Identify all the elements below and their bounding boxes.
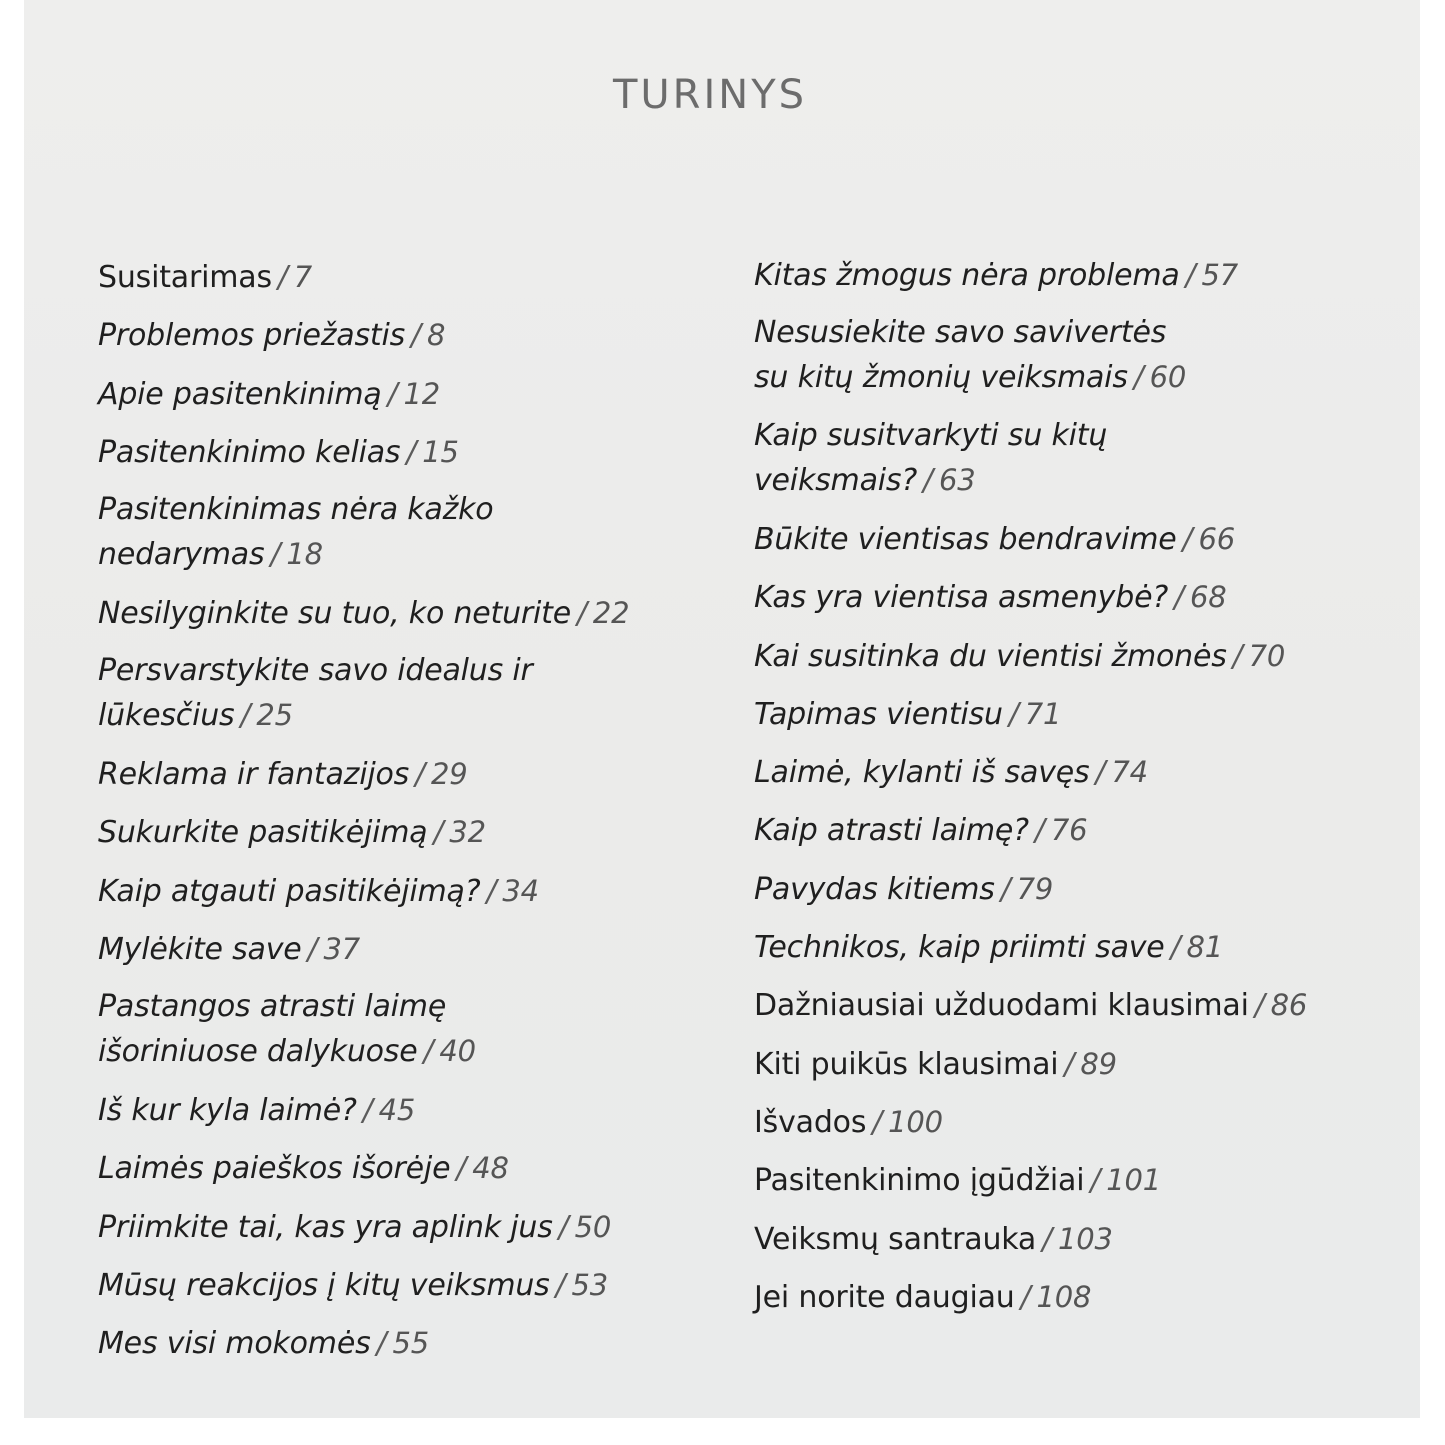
toc-page-number: 48 — [472, 1151, 509, 1186]
toc-entry — [98, 1321, 429, 1366]
toc-entry-title: lūkesčius — [98, 698, 235, 734]
toc-entry-title: Kas yra vientisa asmenybė? — [754, 580, 1169, 616]
toc-page-number: 68 — [1189, 580, 1227, 615]
toc-entry — [98, 1263, 608, 1308]
toc-entry-title: Persvarstykite savo idealus ir — [98, 653, 533, 689]
toc-page-number: 50 — [574, 1209, 612, 1244]
toc-page-number: 108 — [1036, 1279, 1092, 1314]
toc-entry — [754, 517, 1235, 562]
toc-entry-title: nedarymas — [98, 537, 265, 573]
page-separator: / — [486, 873, 497, 909]
toc-entry — [754, 1217, 1113, 1262]
toc-entry — [98, 752, 468, 797]
toc-entry-title: Mes visi mokomės — [98, 1326, 371, 1362]
toc-page-number: 81 — [1186, 930, 1223, 964]
toc-page-number: 76 — [1050, 813, 1088, 848]
toc-entry — [754, 1275, 1091, 1320]
toc-entry-title: Veiksmų santrauka — [754, 1221, 1037, 1257]
toc-entry-title: Iš kur kyla laimė? — [98, 1093, 357, 1129]
toc-entry-title: Priimkite tai, kas yra aplink jus — [98, 1209, 553, 1245]
toc-page-number: 29 — [430, 757, 468, 792]
toc-page-number: 32 — [449, 815, 486, 850]
page-separator: / — [240, 698, 251, 734]
toc-entry — [98, 985, 476, 1074]
toc-page-number: 15 — [422, 434, 459, 469]
page-separator: / — [577, 596, 587, 631]
page-separator: / — [1185, 258, 1196, 293]
toc-entry — [754, 925, 1223, 970]
toc-page-number: 63 — [938, 463, 976, 498]
toc-entry-title: Pasitenkinimo kelias — [98, 434, 401, 470]
toc-page-number: 40 — [439, 1034, 476, 1069]
page-separator: / — [1000, 871, 1011, 907]
page-separator: / — [1034, 813, 1045, 849]
toc-entry — [98, 1205, 611, 1250]
toc-page-number: 66 — [1198, 521, 1235, 556]
page-separator: / — [1133, 360, 1144, 396]
toc-entry-title: Dažniausiai užduodami klausimai — [754, 988, 1249, 1024]
toc-entry-title: Reklama ir fantazijos — [98, 757, 410, 793]
toc-entry-title: Kaip atrasti laimę? — [754, 813, 1029, 849]
toc-entry-title: Sukurkite pasitikėjimą — [98, 815, 428, 851]
page-separator: / — [923, 463, 933, 499]
toc-entry-title: išoriniuose dalykuose — [98, 1034, 418, 1070]
toc-entry — [754, 575, 1227, 620]
toc-entry — [754, 1158, 1161, 1203]
toc-entry-title: Tapimas vientisu — [754, 696, 1003, 732]
toc-entry — [98, 1146, 509, 1191]
toc-page-number: 70 — [1248, 638, 1286, 673]
toc-entry-title: Technikos, kaip priimti save — [754, 930, 1165, 965]
page-separator: / — [558, 1209, 569, 1245]
page-separator: / — [362, 1093, 373, 1129]
toc-page-number: 55 — [392, 1326, 429, 1361]
toc-page-number: 100 — [888, 1104, 943, 1139]
page-separator: / — [1182, 521, 1193, 557]
toc-page-number: 34 — [502, 873, 539, 908]
page-separator: / — [1254, 988, 1265, 1024]
toc-page-number: 79 — [1016, 871, 1054, 906]
toc-page-number: 60 — [1149, 360, 1187, 395]
toc-entry — [754, 808, 1087, 853]
page-separator: / — [1095, 755, 1106, 791]
toc-entry — [98, 430, 459, 475]
page-separator: / — [270, 537, 281, 573]
toc-entry — [98, 488, 493, 577]
toc-entry — [98, 869, 539, 914]
toc-entry — [98, 255, 312, 300]
toc-entry — [754, 311, 1186, 400]
toc-entry-title: Nesilyginkite su tuo, ko neturite — [98, 596, 571, 631]
page-separator: / — [1232, 638, 1243, 674]
toc-page-number: 103 — [1058, 1221, 1113, 1256]
toc-entry-title: Laimė, kylanti iš savęs — [754, 755, 1090, 791]
toc-page-number: 71 — [1024, 696, 1062, 731]
page-separator: / — [555, 1268, 566, 1303]
page-separator: / — [1008, 696, 1019, 732]
page-separator: / — [1170, 930, 1181, 965]
toc-entry-title: Jei norite daugiau — [754, 1279, 1015, 1315]
toc-entry-title: Pasitenkinimo įgūdžiai — [754, 1163, 1085, 1199]
page-separator: / — [1090, 1163, 1101, 1199]
toc-entry-title: Pavydas kitiems — [754, 871, 995, 907]
toc-entry-title: Pastangos atrasti laimę — [98, 989, 447, 1025]
toc-page-number: 18 — [286, 537, 323, 572]
toc-entry-title: Nesusiekite savo savivertės — [754, 315, 1167, 351]
toc-entry — [98, 649, 533, 738]
toc-entry-title: Kai susitinka du vientisi žmonės — [754, 638, 1227, 674]
page-separator: / — [411, 318, 421, 354]
page-separator: / — [406, 434, 417, 470]
page-separator: / — [1174, 580, 1184, 616]
toc-page-number: 22 — [592, 596, 630, 630]
toc-entry — [754, 253, 1238, 298]
toc-entry-title: Kaip susitvarkyti su kitų — [754, 418, 1108, 454]
page-separator: / — [387, 376, 398, 412]
toc-entry — [754, 867, 1053, 912]
toc-entry-title: Išvados — [754, 1104, 867, 1140]
page-separator: / — [376, 1326, 387, 1362]
page-separator: / — [1020, 1279, 1031, 1315]
page-separator: / — [456, 1151, 467, 1187]
toc-entry — [754, 1042, 1117, 1087]
toc-entry-title: Problemos priežastis — [98, 318, 406, 354]
toc-entry-title: veiksmais? — [754, 463, 918, 499]
page-title — [24, 72, 1396, 118]
toc-page-number: 89 — [1080, 1046, 1117, 1081]
toc-page-number: 53 — [571, 1268, 609, 1302]
toc-entry — [98, 1088, 415, 1133]
toc-page-number: 25 — [256, 698, 293, 733]
title-text: TURINYS — [612, 72, 808, 118]
toc-entry-title: Apie pasitenkinimą — [98, 376, 382, 412]
page-separator: / — [277, 260, 288, 295]
toc-entry-title: Laimės paieškos išorėje — [98, 1151, 451, 1187]
page-separator: / — [433, 815, 444, 851]
toc-entry-title: Mylėkite save — [98, 932, 302, 967]
toc-entry-title: Kiti puikūs klausimai — [754, 1046, 1059, 1082]
toc-entry — [98, 927, 360, 972]
toc-entry-title: Mūsų reakcijos į kitų veiksmus — [98, 1268, 550, 1303]
toc-page-number: 57 — [1201, 258, 1239, 292]
toc-entry — [754, 634, 1285, 679]
page-separator: / — [415, 757, 425, 793]
toc-entry-title: Kaip atgauti pasitikėjimą? — [98, 873, 481, 909]
toc-entry — [754, 692, 1061, 737]
page-separator: / — [1064, 1046, 1075, 1082]
toc-page-number: 12 — [403, 376, 441, 411]
toc-entry — [754, 1100, 943, 1145]
page-separator: / — [307, 932, 318, 967]
toc-page-number: 74 — [1111, 755, 1148, 790]
page-separator: / — [1042, 1221, 1053, 1257]
toc-entry-title: Būkite vientisas bendravime — [754, 521, 1177, 557]
toc-entry — [98, 372, 440, 417]
toc-page-number: 101 — [1106, 1163, 1162, 1198]
toc-entry — [98, 313, 445, 358]
toc-entry — [754, 414, 1107, 503]
toc-page-number: 45 — [378, 1093, 416, 1128]
toc-page-number: 7 — [293, 260, 313, 294]
toc-entry — [754, 983, 1307, 1028]
page-separator: / — [423, 1034, 434, 1070]
page-separator: / — [872, 1104, 883, 1140]
book-page — [24, 0, 1420, 1418]
toc-entry-title: Susitarimas — [98, 260, 272, 295]
toc-page-number: 37 — [323, 932, 360, 966]
toc-entry — [98, 810, 486, 855]
toc-entry-title: Pasitenkinimas nėra kažko — [98, 492, 494, 528]
toc-entry-title: Kitas žmogus nėra problema — [754, 258, 1180, 293]
toc-page-number: 86 — [1270, 988, 1308, 1023]
toc-entry — [98, 591, 629, 636]
toc-entry-title: su kitų žmonių veiksmais — [754, 360, 1128, 396]
toc-entry — [754, 750, 1148, 795]
toc-page-number: 8 — [426, 318, 446, 353]
